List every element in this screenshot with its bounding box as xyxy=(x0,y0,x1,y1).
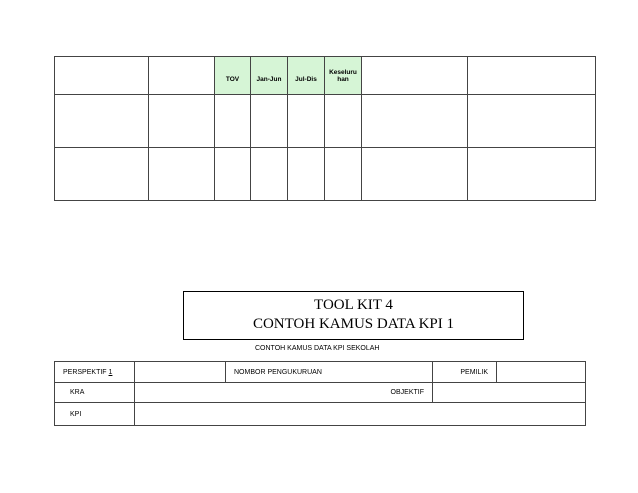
title-line-2: CONTOH KAMUS DATA KPI 1 xyxy=(252,316,455,332)
pemilik-value-cell xyxy=(497,362,586,383)
perspektif-value-cell xyxy=(135,362,226,383)
table-header-row xyxy=(55,57,596,95)
title-box xyxy=(183,291,524,340)
objektif-label: OBJEKTIF xyxy=(135,383,433,403)
kpi-label: KPI xyxy=(55,403,135,426)
perspektif-label: PERSPEKTIF xyxy=(63,368,107,376)
kpi-value-cell xyxy=(135,403,586,426)
top-data-table xyxy=(54,56,596,201)
header-cell-keseluruhan: Keseluru han xyxy=(325,57,362,95)
header-cell-jan-jun: Jan-Jun xyxy=(251,57,288,95)
header-cell-jul-dis: Jul-Dis xyxy=(288,57,325,95)
header-cell-tov: TOV xyxy=(215,57,251,95)
subtitle: CONTOH KAMUS DATA KPI SEKOLAH xyxy=(255,345,380,352)
pemilik-label: PEMILIK xyxy=(433,362,497,383)
table-row xyxy=(55,95,596,148)
header-cell-blank-3 xyxy=(362,57,468,95)
kra-label: KRA xyxy=(55,383,135,403)
title-line-1: TOOL KIT 4 xyxy=(314,297,393,313)
header-cell-blank-1 xyxy=(55,57,149,95)
table-row xyxy=(55,148,596,201)
header-cell-blank-2 xyxy=(149,57,215,95)
objektif-value-cell xyxy=(433,383,586,403)
table-row xyxy=(55,362,586,383)
header-cell-blank-4 xyxy=(468,57,596,95)
table-row xyxy=(55,383,586,403)
table-row xyxy=(55,403,586,426)
perspektif-cell xyxy=(55,362,135,383)
kpi-dictionary-table xyxy=(54,361,586,426)
nombor-pengukuruan-label: NOMBOR PENGUKURUAN xyxy=(226,362,433,383)
perspektif-value: 1 xyxy=(108,368,113,376)
